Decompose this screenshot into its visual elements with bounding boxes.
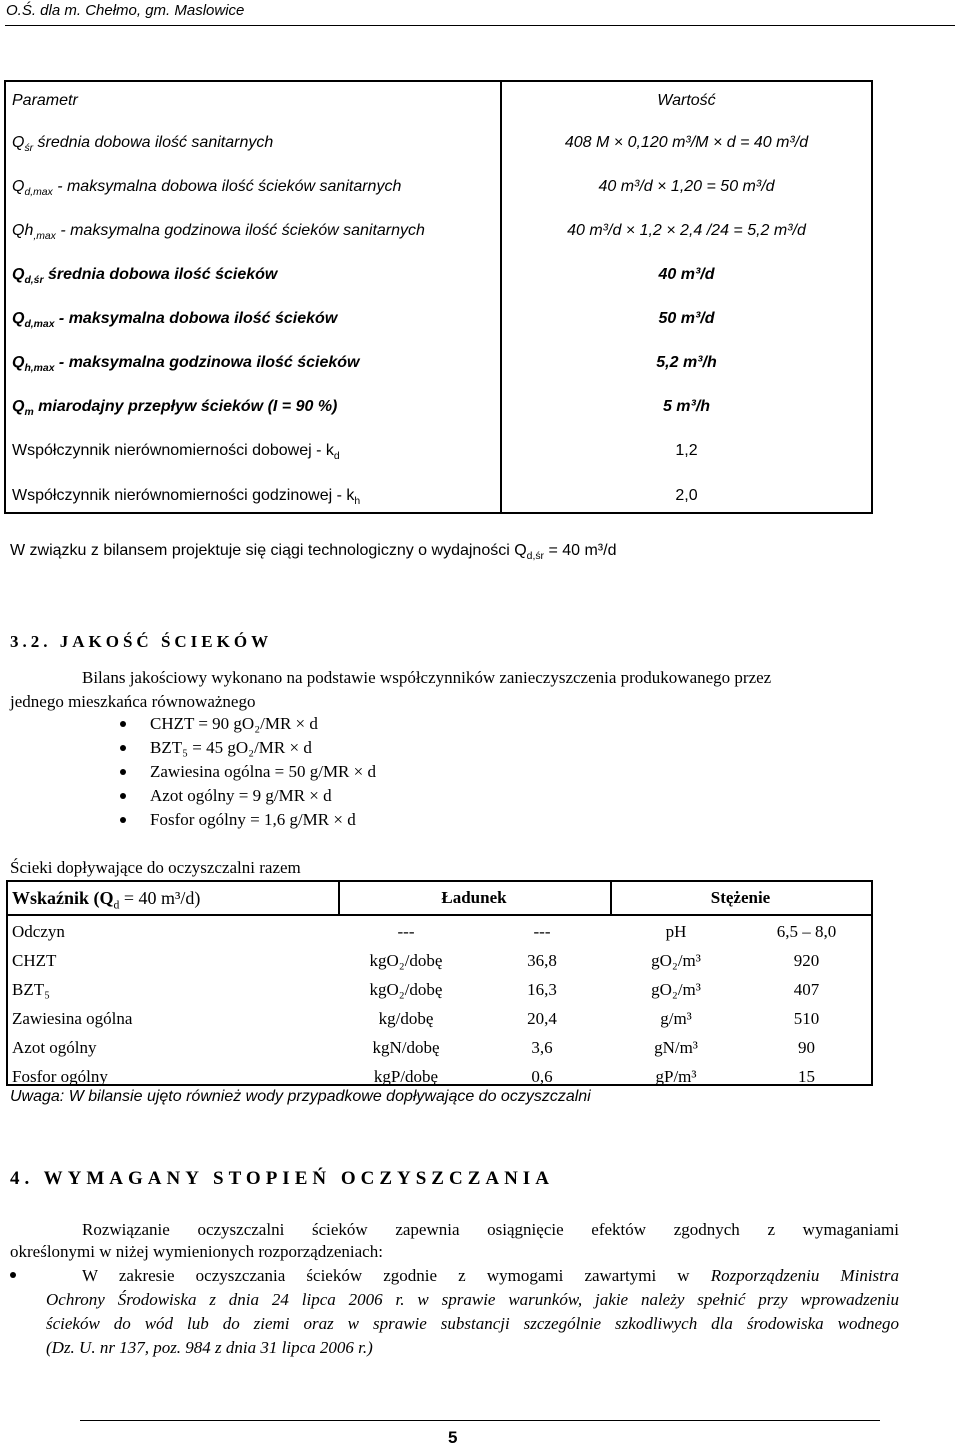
section-heading-3-2: 3.2. JAKOŚĆ ŚCIEKÓW [10,632,273,651]
section-heading-4: 4. WYMAGANY STOPIEŃ OCZYSZCZANIA [10,1168,554,1189]
bullet-item: Azot ogólny = 9 g/MR × d [150,786,332,806]
value-cell: 408 M × 0,120 m³/M × d = 40 m³/d [564,134,809,151]
bullet-item: BZT₅ = 45 gO₂/MR × d [150,738,312,758]
table-cell: 0,6 [531,1067,553,1086]
bullet-item: Zawiesina ogólna = 50 g/MR × d [150,762,376,782]
bullet-dot [10,1272,16,1278]
table-row [6,310,871,340]
table-cell: CHZT [12,951,57,970]
paragraph-line: jednego mieszkańca równoważnego [10,692,256,711]
header-param: Parametr [12,92,78,109]
table-row [6,487,871,517]
bullet-item: CHZT = 90 gO₂/MR × d [150,714,318,734]
table-cell: gO₂/m³ [651,980,701,999]
paragraph-line: określonymi w niżej wymienionych rozporządzeniach: [10,1242,383,1261]
table-cell: kg/dobę [378,1009,434,1028]
bullet-dot [120,793,126,799]
table-row [6,222,871,252]
regulation-line: W zakresie oczyszczania ścieków zgodnie z wymogami zawartymi w Rozporządzeniu Ministra [82,1266,899,1285]
table-row [6,354,871,384]
table-cell: 6,5 – 8,0 [776,922,837,941]
table-cell: 920 [793,951,820,970]
table-cell: 90 [798,1038,815,1057]
value-cell: 5,2 m³/h [656,354,717,371]
document-header: O.Ś. dla m. Chełmo, gm. Maslowice [6,2,245,19]
table-cell: gO₂/m³ [651,951,701,970]
table-cell: gP/m³ [655,1067,697,1086]
bullet-dot [120,745,126,751]
pollutant-load-table [6,880,873,1086]
table-cell: 510 [793,1009,820,1028]
table-remark: Uwaga: W bilansie ujęto również wody przypadkowe dopływające do oczyszczalni [10,1088,591,1105]
table-cell: pH [665,922,687,941]
table-cell: 16,3 [527,980,557,999]
table-cell: 36,8 [527,951,557,970]
param-cell: $Q_m$ miarodajny przepływ ścieków (I = 90 %) [12,398,338,419]
page-number: 5 [448,1428,458,1447]
paragraph-line: Rozwiązanie oczyszczalni ścieków zapewnia osiągnięcie efektów zgodnych z wymaganiami [82,1220,899,1239]
param-cell: $Q_{d,max}$ - maksymalna dobowa ilość ścieków [12,310,338,331]
regulation-line: (Dz. U. nr 137, poz. 984 z dnia 31 lipca 2006 r.) [46,1338,373,1357]
header-value: Wartość [657,92,716,109]
table-cell: kgP/dobę [373,1067,439,1086]
table-row [6,398,871,428]
param-cell: Współczynnik nierównomierności godzinowej - $k_h$ [12,487,361,508]
bullet-dot [120,721,126,727]
table-cell: Azot ogólny [12,1038,97,1057]
table-header-row [6,92,871,122]
table-cell: 3,6 [531,1038,553,1057]
param-cell: $Q_{d,max}$ - maksymalna dobowa ilość ścieków sanitarnych [12,178,402,199]
table-cell: --- [533,922,551,941]
header-indicator: Wskaźnik ($Q_d = 40$ m³/d) [12,888,201,912]
bullet-dot [120,769,126,775]
table-cell: 20,4 [527,1009,557,1028]
table-cell: kgO₂/dobę [369,980,443,999]
regulation-line: ścieków do wód lub do ziemi oraz w sprawie substancji szczególnie szkodliwych dla środowiska wodnego [46,1314,899,1333]
value-cell: 40 m³/d × 1,20 = 50 m³/d [598,178,775,195]
table-cell: 15 [798,1067,815,1086]
table-cell: Fosfor ogólny [12,1067,108,1086]
value-cell: 2,0 [675,487,698,504]
value-cell: 5 m³/h [662,398,711,415]
capacity-note [10,542,617,563]
table-cell: kgO₂/dobę [369,951,443,970]
capacity-note-sub: d,śr [526,551,544,563]
header-concentration: Stężenie [710,888,771,907]
table-row [6,266,871,296]
table-cell: kgN/dobę [372,1038,440,1057]
value-cell: 40 m³/d [658,266,715,283]
table-row [6,442,871,472]
header-rule [5,25,955,26]
paragraph-line: Bilans jakościowy wykonano na podstawie współczynników zanieczyszczenia produkowanego przez [82,668,772,687]
value-cell: 1,2 [675,442,698,459]
table-cell: 407 [793,980,820,999]
table-caption: Ścieki dopływające do oczyszczalni razem [10,858,301,877]
param-cell: $Qh_{,max}$ - maksymalna godzinowa ilość ścieków sanitarnych [12,222,425,243]
table-row [6,178,871,208]
bullet-item: Fosfor ogólny = 1,6 g/MR × d [150,810,356,830]
param-cell: $Q_{d,śr}$ średnia dobowa ilość ścieków [12,266,278,287]
table-cell: BZT₅ [12,980,51,999]
param-cell: Współczynnik nierównomierności dobowej - $k_d$ [12,442,340,463]
parameters-table [4,80,873,514]
value-cell: 50 m³/d [658,310,715,327]
param-cell: $Q_{h,max}$ - maksymalna godzinowa ilość ścieków [12,354,360,375]
table-cell: --- [397,922,415,941]
table-cell: Zawiesina ogólna [12,1009,133,1028]
table-header-row [8,882,871,916]
regulation-line: Ochrony Środowiska z dnia 24 lipca 2006 r. w sprawie warunków, jakie należy spełnić przy wprowadzeniu [46,1290,900,1309]
capacity-note-text: W związku z bilansem projektuje się ciągi technologiczny o wydajności Q [10,542,527,559]
bullet-dot [120,817,126,823]
capacity-note-end: = 40 m³/d [544,542,617,559]
footer-rule [80,1420,880,1421]
table-cell: g/m³ [660,1009,692,1028]
table-cell: gN/m³ [654,1038,698,1057]
header-load: Ładunek [441,888,507,907]
param-cell: $Q_{śr}$ średnia dobowa ilość sanitarnych [12,134,274,155]
table-row [6,134,871,164]
value-cell: 40 m³/d × 1,2 × 2,4 /24 = 5,2 m³/d [567,222,806,239]
table-cell: Odczyn [12,922,65,941]
